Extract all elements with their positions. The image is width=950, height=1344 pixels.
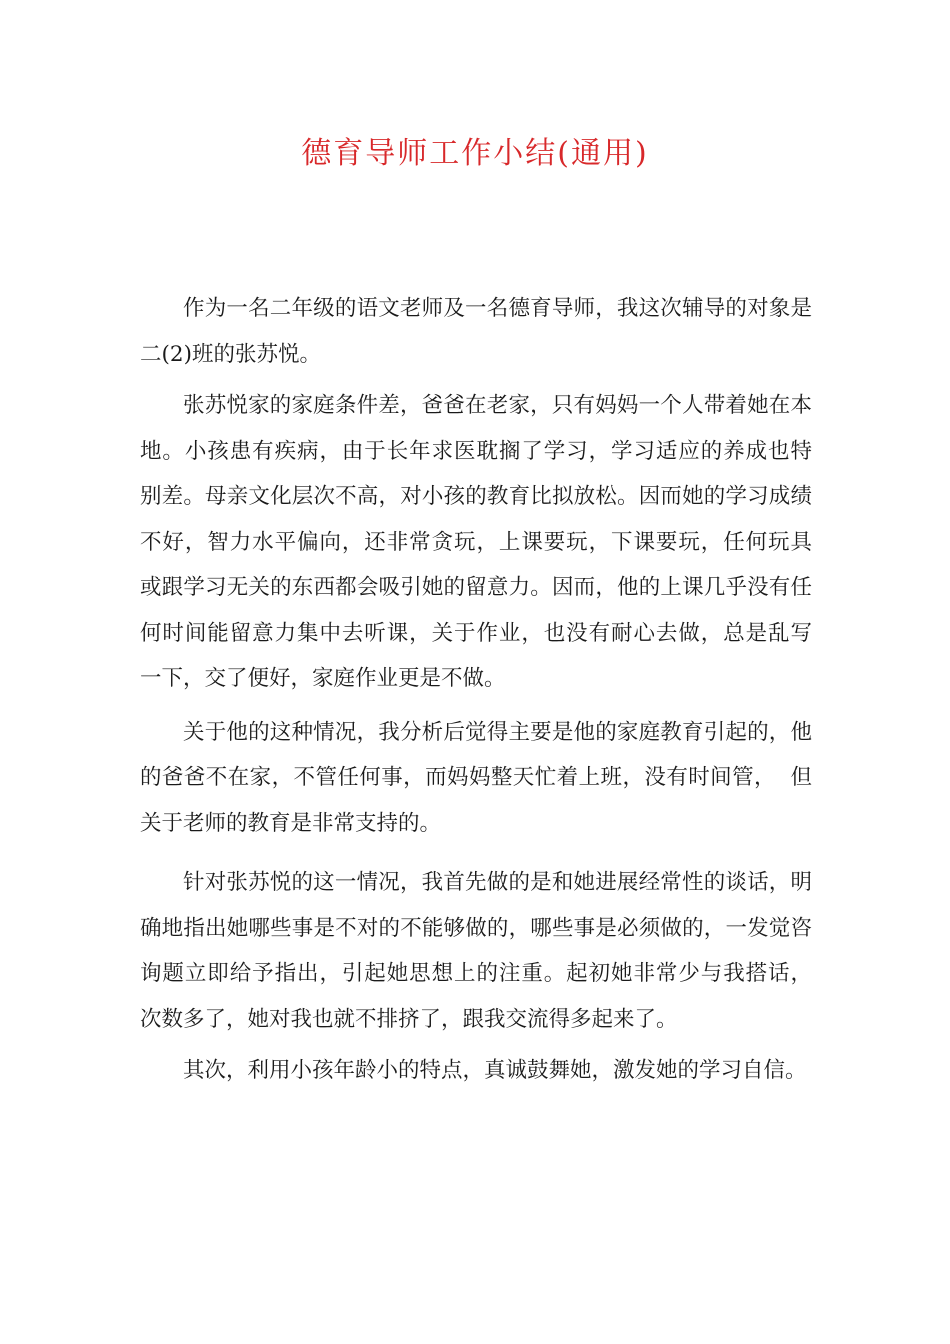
document-body: [140, 286, 826, 1094]
paragraph-2: 张苏悦家的家庭条件差，爸爸在老家，只有妈妈一个人带着她在本地。小孩患有疾病，由于长年求医耽搁了学习，学习适应的养成也特 别差。母亲文化层次不高，对小孩的教育比拟放松。因而她的学习成绩 不好，智力水平偏向，还非常贪玩，上课要玩，下课要玩，任何玩具 或跟学习无关的东西都会吸引她的留意力。因而，他的上课几乎没有任 何时间能留意力集中去听课，关于作业，也没有耐心去做，总是乱写 一下，交了便好，家庭作业更是不做。: [140, 393, 826, 691]
paragraph-4: 针对张苏悦的这一情况，我首先做的是和她进展经常性的谈话，明确地指出她哪些事是不对的不能够做的，哪些事是必须做的，一发觉咨询题立即给予指出，引起她思想上的注重。起初她非常少与我搭话， 次数多了，她对我也就不排挤了，跟我交流得多起来了。: [140, 870, 826, 1032]
paragraph-5: 其次，利用小孩年龄小的特点，真诚鼓舞她，激发她的学习自信。: [183, 1058, 807, 1083]
paragraph-3: 关于他的这种情况，我分析后觉得主要是他的家庭教育引起的，他的爸爸不在家，不管任何事，而妈妈整天忙着上班，没有时间管， 但关于老师的教育是非常支持的。: [140, 719, 812, 836]
paragraph-1: 作为一名二年级的语文老师及一名德育导师，我这次辅导的对象是二(2)班的张苏悦。: [140, 296, 812, 367]
document-title: 德育导师工作小结(通用): [301, 136, 649, 171]
